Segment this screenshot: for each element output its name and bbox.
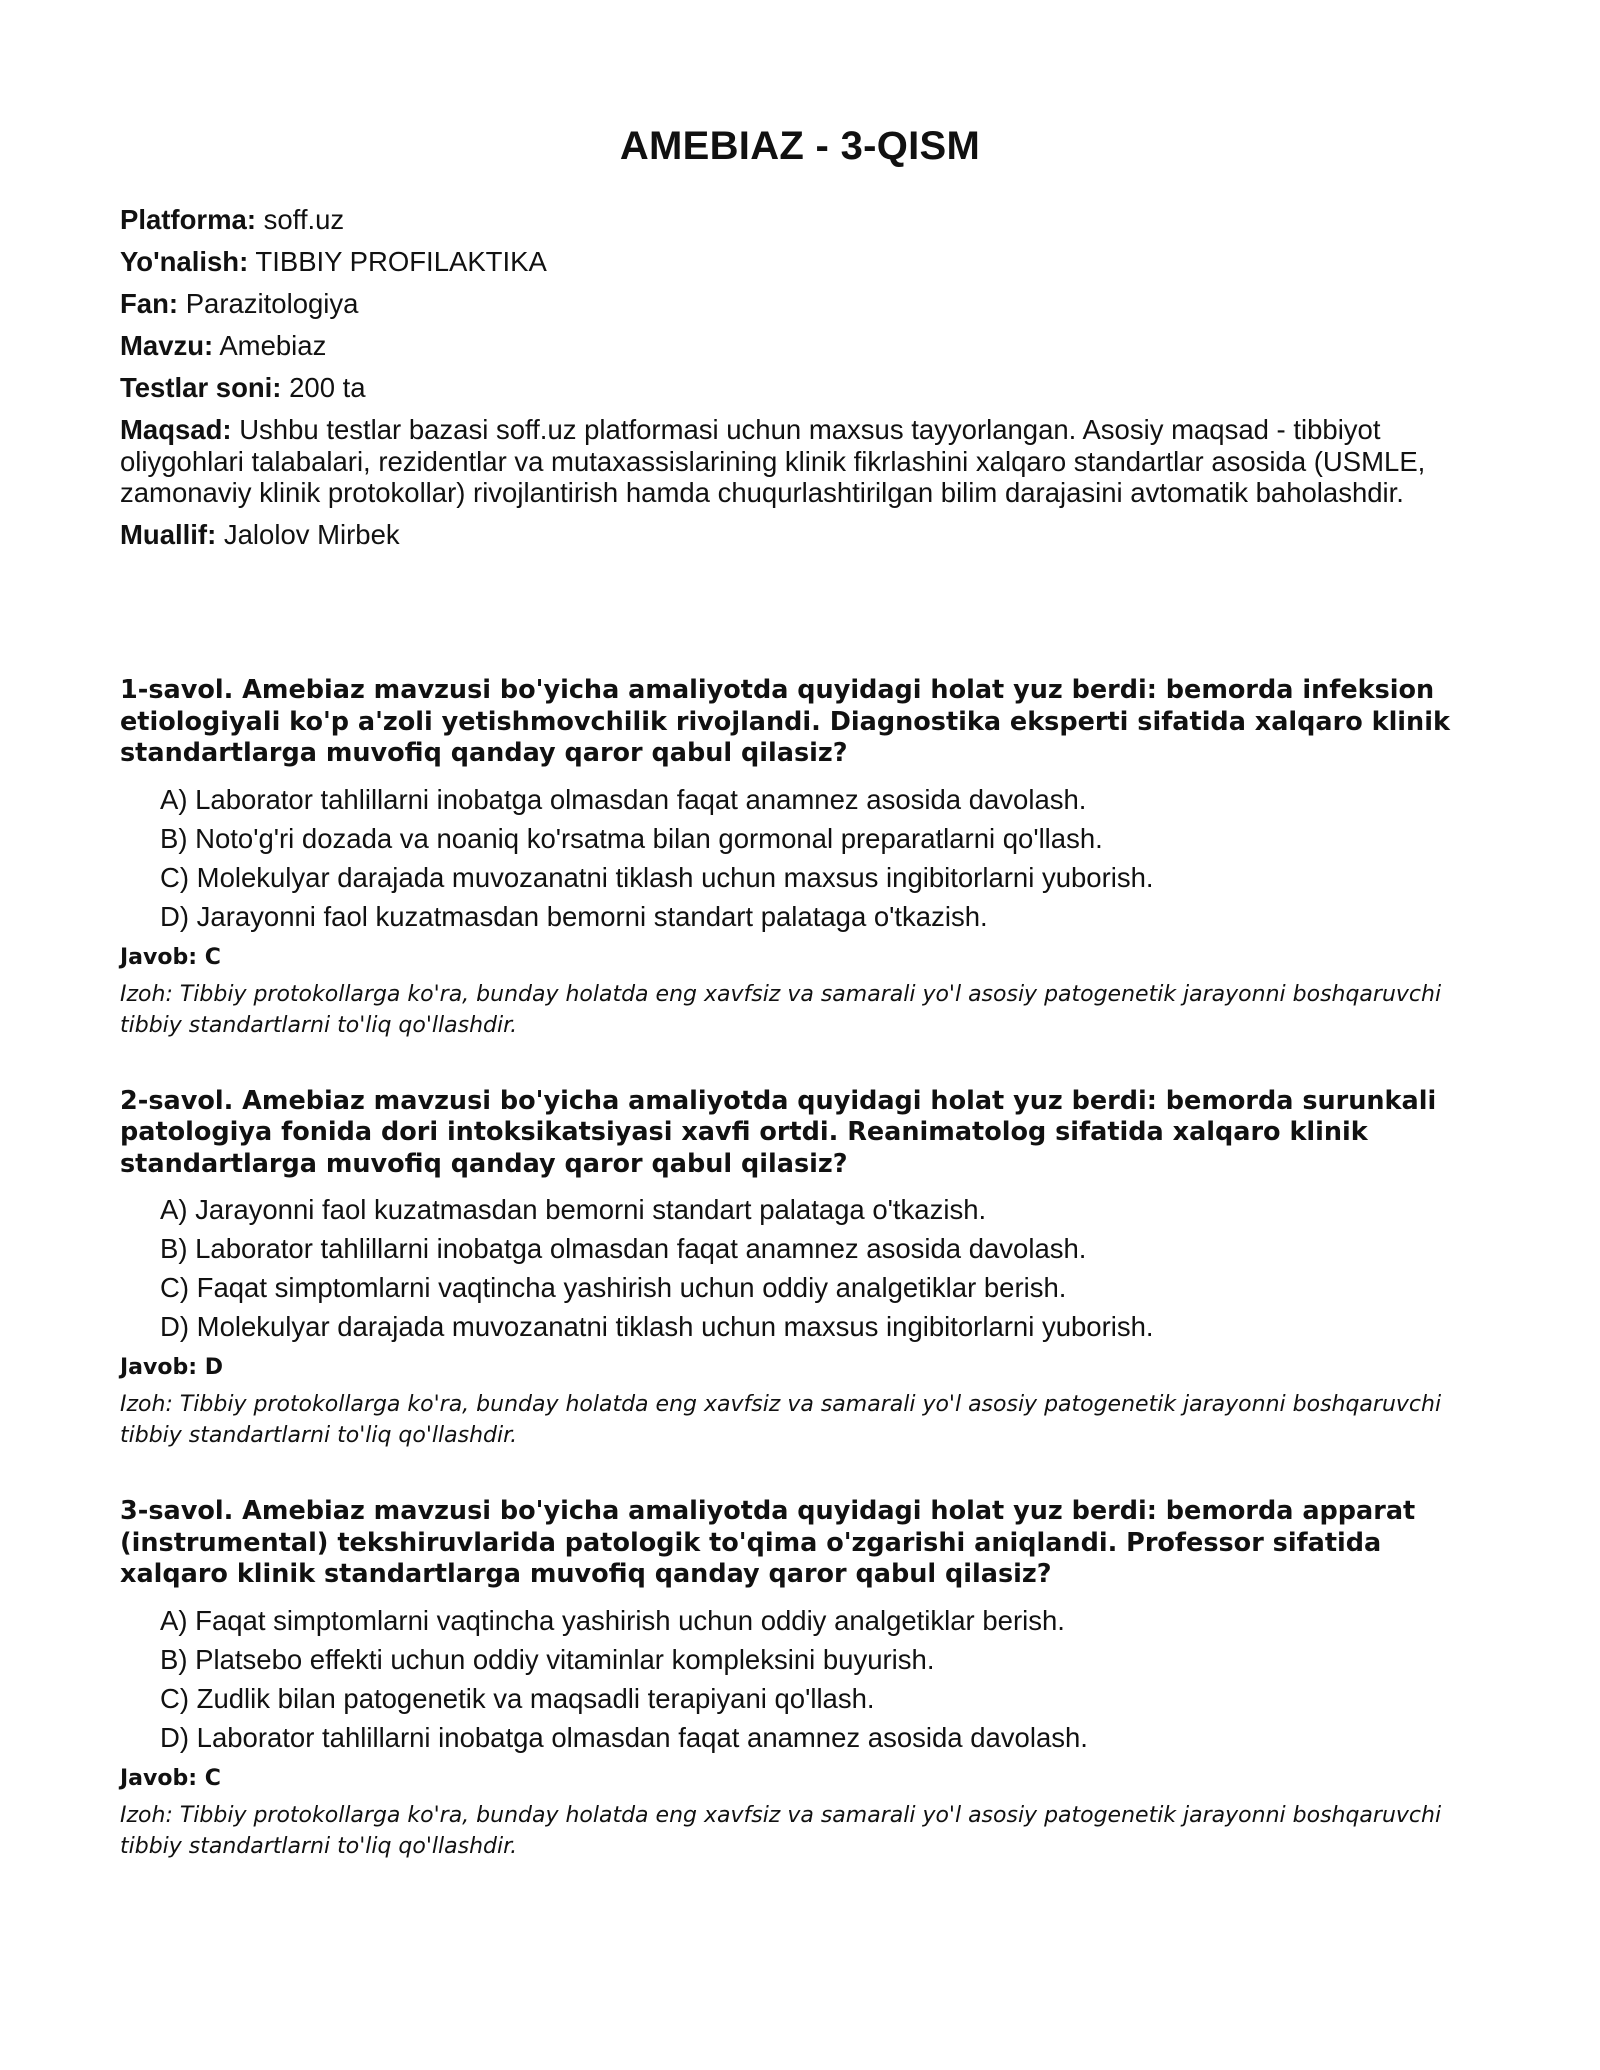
meta-platform	[120, 204, 1450, 236]
meta-topic-label: Mavzu:	[120, 330, 214, 361]
page-title: AMEBIAZ - 3-QISM	[619, 124, 981, 168]
question-text: 2-savol. Amebiaz mavzusi bo'yicha amaliyotda quyidagi holat yuz berdi: bemorda surunkali patologiya fonida dori intoksikatsiyasi xavfi ortdi. Reanimatolog sifatida xalqaro klinik standartlarga muvofiq qanday qaror qabul qilasiz?	[120, 1085, 1437, 1179]
meta-tests-label: Testlar soni:	[120, 372, 282, 403]
option-a: A) Jarayonni faol kuzatmasdan bemorni standart palataga o'tkazish.	[160, 1194, 987, 1225]
answer-options	[120, 1601, 1450, 1757]
explanation-note: Izoh: Tibbiy protokollarga ko'ra, bunday holatda eng xavfsiz va samarali yo'l asosiy patogenetik jarayonni boshqaruvchi tibbiy standartlarni to'liq qo'llashdir.	[120, 1392, 1442, 1448]
option-b: B) Platsebo effekti uchun oddiy vitaminlar kompleksini buyurish.	[160, 1643, 935, 1675]
meta-purpose	[120, 414, 1450, 509]
question-text: 3-savol. Amebiaz mavzusi bo'yicha amaliyotda quyidagi holat yuz berdi: bemorda apparat (instrumental) tekshiruvlarida patologik to'qima o'zgarishi aniqlandi. Professor sifatida xalqaro klinik standartlarga muvofiq qanday qaror qabul qilasiz?	[120, 1496, 1416, 1589]
explanation-note: Izoh: Tibbiy protokollarga ko'ra, bunday holatda eng xavfsiz va samarali yo'l asosiy patogenetik jarayonni boshqaruvchi tibbiy standartlarni to'liq qo'llashdir.	[120, 1802, 1442, 1859]
meta-platform-label: Platforma:	[120, 204, 256, 235]
correct-answer: Javob: C	[120, 944, 221, 970]
metadata-section	[120, 204, 1450, 561]
correct-answer: Javob: C	[120, 1765, 221, 1791]
meta-subject	[120, 288, 1450, 320]
option-c: C) Zudlik bilan patogenetik va maqsadli terapiyani qo'llash.	[160, 1682, 875, 1714]
meta-subject-label: Fan:	[120, 288, 179, 319]
answer-options	[120, 1190, 1450, 1346]
option-a: A) Laborator tahlillarni inobatga olmasdan faqat anamnez asosida davolash.	[160, 783, 1087, 815]
question-text: 1-savol. Amebiaz mavzusi bo'yicha amaliyotda quyidagi holat yuz berdi: bemorda infeksion etiologiyali ko'p a'zoli yetishmovchilik rivojlandi. Diagnostika eksperti sifatida xalqaro klinik standartlarga muvofiq qanday qaror qabul qilasiz?	[120, 675, 1450, 768]
option-d: D) Molekulyar darajada muvozanatni tiklash uchun maxsus ingibitorlarni yuborish.	[160, 1311, 1154, 1342]
option-a: A) Faqat simptomlarni vaqtincha yashirish uchun oddiy analgetiklar berish.	[160, 1604, 1065, 1636]
option-c: C) Molekulyar darajada muvozanatni tiklash uchun maxsus ingibitorlarni yuborish.	[160, 861, 1154, 893]
correct-answer: Javob: D	[120, 1355, 223, 1380]
meta-platform-value: soff.uz	[263, 204, 345, 235]
meta-direction	[120, 246, 1450, 278]
questions-list	[120, 675, 1450, 1907]
meta-tests-count	[120, 372, 1450, 404]
answer-options	[120, 780, 1450, 936]
question-3	[120, 1496, 1450, 1862]
meta-topic	[120, 330, 1450, 362]
meta-purpose-value: Ushbu testlar bazasi soff.uz platformasi uchun maxsus tayyorlangan. Asosiy maqsad - tibbiyot oliygohlari talabalari, rezidentlar va mutaxassislarining klinik fikrlashini xalqaro standartlar asosida (USMLE, zamonaviy klinik protokollar) rivojlantirish hamda chuqurlashtirilgan bilim darajasini avtomatik baholashdir.	[120, 414, 1426, 508]
meta-topic-value: Amebiaz	[219, 330, 327, 361]
question-2	[120, 1086, 1450, 1452]
meta-author-label: Muallif:	[120, 518, 217, 550]
meta-direction-label: Yo'nalish:	[120, 246, 249, 277]
meta-purpose-label: Maqsad:	[120, 414, 232, 445]
meta-direction-value: TIBBIY PROFILAKTIKA	[255, 246, 547, 277]
option-d: D) Laborator tahlillarni inobatga olmasdan faqat anamnez asosida davolash.	[160, 1721, 1088, 1753]
meta-subject-value: Parazitologiya	[185, 288, 359, 319]
option-d: D) Jarayonni faol kuzatmasdan bemorni standart palataga o'tkazish.	[160, 900, 988, 932]
meta-tests-value: 200 ta	[289, 372, 366, 403]
option-b: B) Laborator tahlillarni inobatga olmasdan faqat anamnez asosida davolash.	[160, 1233, 1087, 1264]
meta-author	[120, 519, 1450, 551]
question-1	[120, 675, 1450, 1041]
option-b: B) Noto'g'ri dozada va noaniq ko'rsatma bilan gormonal preparatlarni qo'llash.	[160, 822, 1103, 854]
option-c: C) Faqat simptomlarni vaqtincha yashirish uchun oddiy analgetiklar berish.	[160, 1272, 1067, 1303]
explanation-note: Izoh: Tibbiy protokollarga ko'ra, bunday holatda eng xavfsiz va samarali yo'l asosiy patogenetik jarayonni boshqaruvchi tibbiy standartlarni to'liq qo'llashdir.	[120, 981, 1442, 1038]
meta-author-value: Jalolov Mirbek	[223, 518, 400, 550]
